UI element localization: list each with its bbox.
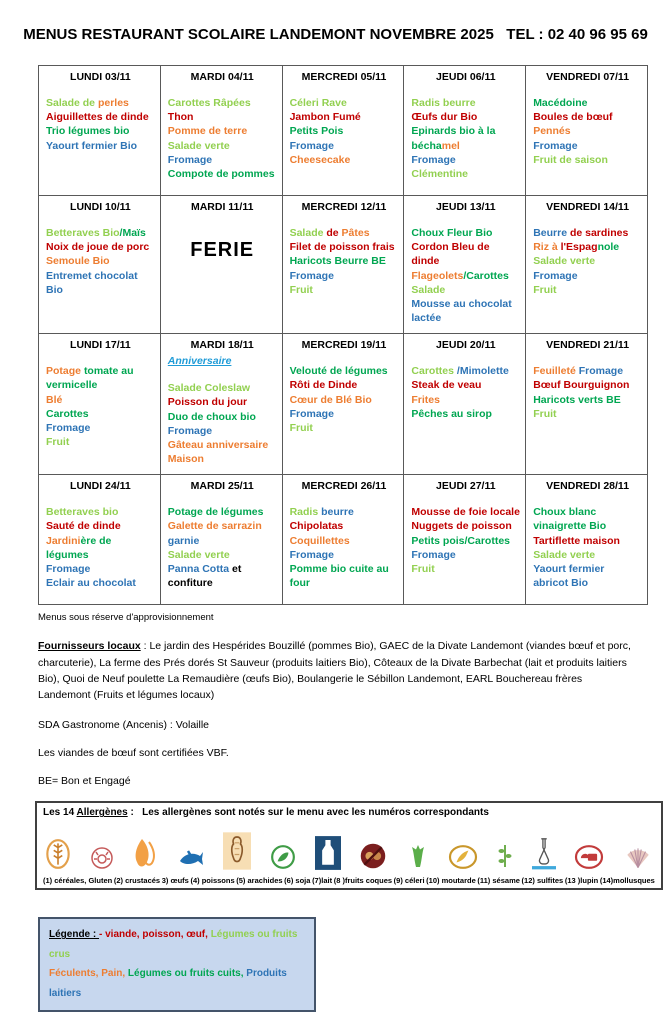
menu-cell — [404, 66, 526, 196]
menu-item-segment: beurre — [321, 506, 354, 519]
menu-item-segment: Carottes — [411, 365, 457, 378]
menu-item — [290, 110, 399, 124]
menu-item — [533, 254, 642, 268]
menu-item — [290, 393, 399, 407]
menu-item — [533, 562, 642, 590]
menu-item-segment: Petits Pois — [289, 125, 344, 138]
allergen-caption-item: (11) sésame — [477, 876, 520, 886]
allergen-caption-item: (12) sulfites — [521, 876, 564, 886]
menu-item-segment: /Carottes — [463, 269, 509, 282]
menu-item-segment: Trio légumes bio — [46, 125, 130, 138]
lupin-icon — [574, 844, 604, 870]
menu-item-segment: Œufs dur Bio — [411, 111, 478, 124]
menu-item-segment: Petits pois/Carottes — [411, 534, 510, 547]
legend-segment: - viande, poisson, œuf, — [99, 929, 208, 941]
menu-item-segment: ère de légumes — [46, 534, 112, 561]
menu-item — [290, 283, 399, 297]
menu-item — [46, 240, 155, 254]
menu-cell — [526, 66, 648, 196]
menu-item-segment: Radis — [289, 506, 322, 519]
menu-item-segment: Aiguillettes de dinde — [46, 111, 149, 124]
menu-item-segment: Pêches au sirop — [411, 407, 492, 420]
be-line: BE= Bon et Engagé — [38, 775, 131, 788]
menu-item — [533, 364, 642, 378]
cell-date: VENDREDI 28/11 — [546, 480, 630, 493]
allergens-box — [35, 801, 663, 890]
cell-date: LUNDI 17/11 — [70, 339, 131, 352]
menu-item — [411, 283, 520, 297]
menu-item — [46, 254, 155, 268]
cell-date: MARDI 25/11 — [190, 480, 254, 493]
menu-item — [46, 96, 155, 110]
menu-item — [168, 381, 277, 395]
menu-item — [290, 562, 399, 590]
menu-item — [46, 505, 155, 519]
peanuts-icon — [223, 832, 251, 870]
menu-item-segment: Fromage — [411, 153, 456, 166]
menu-cell — [282, 66, 404, 196]
menu-item-segment: de — [326, 227, 342, 239]
menu-item — [533, 96, 642, 110]
menu-item-segment: Yaourt fermier Bio — [46, 139, 138, 152]
menu-item-segment: Salade verte — [167, 548, 230, 561]
menu-item-segment: Salade verte — [533, 255, 596, 268]
menu-item-segment: Pennés — [533, 125, 571, 138]
menu-item — [168, 153, 277, 167]
menu-item-segment: Fromage — [533, 269, 578, 282]
allergen-caption-item: (2) crustacés — [113, 876, 161, 886]
menu-item-segment: tomate au vermicelle — [46, 365, 134, 392]
menu-item-segment: Flageolets — [411, 269, 464, 282]
menu-item — [411, 378, 520, 392]
menu-item-segment: Mousse au chocolat lactée — [411, 297, 512, 325]
menu-cell — [39, 334, 161, 475]
cell-date: MARDI 11/11 — [190, 201, 254, 213]
cell-date: VENDREDI 21/11 — [546, 339, 630, 352]
menu-item — [533, 378, 642, 392]
menu-item-segment: Salade de — [46, 97, 98, 109]
legend-line — [49, 925, 305, 964]
menu-item-segment: Steak de veau — [411, 379, 482, 392]
menu-item-segment: Fromage — [167, 153, 213, 166]
menu-item-segment: Coquillettes — [289, 534, 350, 547]
menu-item — [46, 421, 155, 435]
menu-item — [290, 254, 399, 268]
menu-item-segment: Cordon Bleu de dinde — [411, 241, 490, 268]
menu-item-segment: Boules de bœuf — [533, 111, 613, 124]
menu-item-segment: /Mimolette — [456, 365, 509, 378]
fish-icon — [177, 846, 205, 870]
menu-item-segment: garnie — [167, 534, 200, 547]
availability-note: Menus sous réserve d'approvisionnement — [38, 612, 214, 624]
allergens-header-prefix: Les 14 — [43, 807, 77, 819]
menu-item — [411, 297, 520, 325]
menu-item — [290, 269, 399, 283]
menu-item — [168, 124, 277, 138]
tree-nuts-icon — [359, 842, 387, 870]
legend-segment: Légumes ou fruits crus — [49, 929, 298, 960]
menu-item-segment: Fruit de saison — [533, 153, 608, 166]
menu-item — [168, 110, 277, 124]
menu-item-segment: Jardini — [46, 534, 81, 547]
menu-item — [46, 269, 155, 297]
allergens-header — [43, 807, 655, 818]
menu-item — [290, 124, 399, 138]
menu-cell — [404, 334, 526, 475]
cell-date: LUNDI 10/11 — [70, 201, 131, 213]
menu-item — [46, 124, 155, 138]
cereals-icon — [45, 838, 71, 870]
menu-item-segment: Fromage — [533, 139, 578, 152]
menu-item-segment: Pâtes — [341, 227, 370, 239]
menu-item-segment: Riz à — [533, 241, 561, 254]
sulfites-icon — [532, 836, 556, 870]
menu-item-segment: nole — [597, 241, 620, 254]
menu-item — [533, 505, 642, 533]
menu-item — [46, 407, 155, 421]
menu-item-segment: Fromage — [289, 269, 334, 282]
legend-segment: Légumes ou fruits cuits, — [125, 968, 244, 980]
menu-cell — [526, 334, 648, 475]
menu-item — [533, 226, 642, 240]
menu-item — [411, 393, 520, 407]
allergens-header-word: Allergènes — [76, 807, 128, 819]
allergen-caption-item: (6) soja — [284, 876, 311, 886]
sesame-icon — [497, 842, 513, 870]
menu-item — [290, 421, 399, 435]
menu-week-row — [39, 475, 648, 605]
menu-item-segment: Potage de légumes — [167, 506, 264, 519]
menu-item — [411, 534, 520, 548]
menu-item-segment: Yaourt fermier abricot Bio — [533, 562, 605, 590]
cell-date: MARDI 18/11 — [190, 339, 254, 352]
menu-item — [290, 240, 399, 254]
menu-item-segment: Epinards bio à la bécha — [411, 125, 496, 152]
cell-date: VENDREDI 07/11 — [546, 71, 630, 83]
menu-item-segment: et confiture — [167, 562, 242, 590]
menu-item — [533, 548, 642, 562]
menu-item-segment: Pomme bio cuite au four — [289, 562, 389, 590]
menu-week-row — [39, 66, 648, 196]
menu-item — [168, 562, 277, 590]
menu-cell — [404, 196, 526, 334]
legend-segment: Légende : — [49, 929, 100, 941]
page-title: MENUS RESTAURANT SCOLAIRE LANDEMONT NOVEMBRE 2025 TEL : 02 40 96 95 69 — [23, 26, 648, 43]
menu-item-segment: Chipolatas — [289, 520, 344, 533]
menu-cell — [160, 66, 282, 196]
menu-item-segment: Pomme de terre — [167, 125, 248, 138]
menu-item-segment: Tartiflette maison — [533, 534, 620, 547]
menu-item-segment: Gâteau anniversaire Maison — [167, 438, 269, 466]
allergen-caption-item: (10) moutarde — [426, 876, 476, 886]
menu-item — [290, 548, 399, 562]
menu-cell — [526, 196, 648, 334]
menu-item-segment: Betteraves bio — [46, 506, 119, 519]
menu-item-segment: Fruit — [533, 407, 557, 420]
menu-item — [533, 110, 642, 124]
menu-item — [168, 395, 277, 409]
menu-item-segment: Mousse de foie locale — [411, 506, 520, 519]
menu-item — [46, 576, 155, 590]
menu-item — [290, 378, 399, 392]
menu-item-segment: de sardines — [569, 227, 629, 239]
menu-item — [46, 519, 155, 533]
menu-item — [411, 153, 520, 167]
menu-item-segment: Choux blanc vinaigrette Bio — [533, 506, 607, 533]
menu-cell — [39, 66, 161, 196]
menu-item — [533, 124, 642, 138]
menu-item-segment: Entremet chocolat Bio — [46, 269, 138, 296]
menu-item — [290, 519, 399, 533]
menu-item-segment: perles — [97, 97, 129, 109]
vbf-line: Les viandes de bœuf sont certifiées VBF. — [38, 747, 229, 760]
menu-item-segment: Filet de poisson frais — [289, 241, 395, 254]
menu-item-segment: l'Espag — [560, 241, 598, 254]
allergen-caption-item: (1) céréales, Gluten — [43, 876, 113, 886]
menu-item — [168, 167, 277, 181]
menu-item-segment: Sauté de dinde — [46, 520, 121, 533]
menu-item — [290, 364, 399, 378]
menu-item — [168, 424, 277, 438]
legend-box — [38, 917, 316, 1012]
menu-item-segment: mel — [441, 139, 460, 152]
menu-item-segment: Blé — [46, 393, 63, 406]
sda-line: SDA Gastronome (Ancenis) : Volaille — [38, 719, 209, 732]
cell-date: LUNDI 03/11 — [70, 71, 131, 83]
crustaceans-icon — [90, 846, 114, 870]
cell-date: JEUDI 13/11 — [436, 201, 496, 213]
menu-item — [411, 407, 520, 421]
menu-item-segment: Cœur de Blé Bio — [289, 393, 372, 406]
menu-cell — [39, 196, 161, 334]
menu-item — [533, 393, 642, 407]
menu-item-segment: Fromage — [289, 407, 334, 420]
menu-item — [290, 153, 399, 167]
menu-item — [411, 519, 520, 533]
menu-item-segment: Duo de choux bio — [167, 410, 256, 423]
menu-item — [168, 96, 277, 110]
menu-item — [290, 534, 399, 548]
menu-item-segment: Salade — [411, 283, 446, 296]
holiday-label: FERIE — [190, 239, 255, 261]
menu-item — [168, 548, 277, 562]
menu-item-segment: Beurre — [533, 227, 570, 239]
menu-item — [46, 139, 155, 153]
menu-item-segment: Salade verte — [167, 139, 230, 152]
allergen-caption-item: (7)lait — [312, 876, 333, 886]
menu-week-row — [39, 334, 648, 475]
legend-segment: Produits laitiers — [49, 968, 287, 999]
menu-item — [168, 438, 277, 466]
allergens-header-rest: : Les allergènes sont notés sur le menu avec les numéros correspondants — [127, 807, 489, 819]
menu-week-row — [39, 196, 648, 334]
menu-cell — [160, 334, 282, 475]
menu-item — [290, 226, 399, 240]
menu-item-segment: Feuilleté — [533, 365, 579, 378]
suppliers-paragraph — [38, 638, 636, 703]
menu-item — [46, 393, 155, 407]
allergen-caption-item: (5) arachides — [236, 876, 283, 886]
menu-item-segment: Poisson du jour — [167, 396, 248, 409]
menu-item-segment: Radis beurre — [411, 97, 476, 109]
suppliers-text: : Le jardin des Hespérides Bouzillé (pommes Bio), GAEC de la Divate Landemont (viandes bœuf et porc, charcuterie), La ferme des Prés dorés St Sauveur (produits laitiers Bio), Côteaux de la Divate Barbechat (lait et produits laitiers Bio), Quoi de Neuf poulette La Remaudière (œufs Bio), Boulangerie le Sébillon Landemont, EARL Bouchereau frères Landemont (Fruits et légumes locaux) — [38, 640, 631, 702]
menu-cell — [526, 475, 648, 605]
menu-item-segment: Fruit — [46, 436, 70, 449]
menu-cell — [160, 196, 282, 334]
cell-date: MERCREDI 05/11 — [301, 71, 387, 83]
menu-item-segment: Fromage — [289, 139, 334, 152]
menu-item — [411, 124, 520, 152]
menu-item — [411, 269, 520, 283]
allergen-caption — [43, 876, 655, 885]
menu-cell — [282, 475, 404, 605]
menu-item — [533, 153, 642, 167]
menu-item — [411, 364, 520, 378]
menu-item — [46, 534, 155, 562]
cell-date: JEUDI 20/11 — [436, 339, 496, 352]
cell-date: VENDREDI 14/11 — [546, 201, 630, 213]
menu-item — [533, 240, 642, 254]
menu-item-segment: Galette de sarrazin — [167, 520, 262, 533]
menu-item — [411, 96, 520, 110]
celery-icon — [406, 842, 430, 870]
menu-item-segment: Jambon Fumé — [289, 111, 361, 124]
menu-item — [533, 534, 642, 548]
molluscs-icon — [623, 844, 653, 870]
legend-line — [49, 964, 305, 1003]
menu-item — [290, 505, 399, 519]
menu-item-segment: Cheesecake — [289, 153, 351, 166]
menu-item-segment: Fruit — [289, 421, 313, 434]
mustard-icon — [448, 844, 478, 870]
menu-item-segment: Clémentine — [411, 167, 468, 180]
menu-cell — [39, 475, 161, 605]
menu-table-body — [39, 66, 648, 605]
menu-item — [290, 407, 399, 421]
menu-item-segment: Fromage — [46, 562, 91, 575]
menu-item-segment: Choux Fleur Bio — [411, 227, 493, 239]
menu-item — [290, 96, 399, 110]
menu-item-segment: Panna Cotta — [167, 562, 232, 575]
menu-item — [46, 110, 155, 124]
menu-item-segment: Fromage — [578, 365, 624, 378]
cell-date: MERCREDI 12/11 — [301, 201, 387, 213]
menu-item-segment: Betteraves Bio — [46, 227, 120, 239]
menu-item-segment: Bœuf Bourguignon — [533, 379, 630, 392]
menu-item — [533, 407, 642, 421]
menu-item-segment: Macédoine — [533, 97, 588, 109]
menu-item-segment: Thon — [167, 111, 194, 124]
menu-item-segment: Nuggets de poisson — [411, 520, 512, 533]
allergen-caption-item: (4) poissons — [190, 876, 235, 886]
allergen-icons-row — [43, 818, 655, 874]
suppliers-label: Fournisseurs locaux — [38, 640, 141, 653]
menu-item-segment: Carottes — [46, 407, 89, 420]
allergen-caption-item: (13 )lupin — [564, 876, 599, 886]
menu-item-segment: Salade Coleslaw — [167, 382, 251, 395]
menu-cell — [160, 475, 282, 605]
cell-date: JEUDI 27/11 — [436, 480, 496, 493]
legend-segment: Féculents, Pain, — [49, 968, 126, 980]
menu-item — [168, 410, 277, 424]
menu-item-segment: Eclair au chocolat — [46, 577, 136, 590]
menu-item-segment: Céleri Rave — [289, 97, 347, 109]
menu-item-segment: /Maïs — [119, 227, 146, 239]
menu-item-segment: Fromage — [411, 548, 456, 561]
menu-item-segment: Compote de pommes — [167, 167, 275, 180]
menu-item-segment: Fruit — [533, 283, 557, 296]
menu-item-segment: Fromage — [167, 424, 213, 437]
anniversary-note: Anniversaire — [167, 355, 232, 368]
menu-item — [533, 269, 642, 283]
allergen-caption-item: (14)mollusques — [599, 876, 655, 886]
cell-date: LUNDI 24/11 — [70, 480, 131, 493]
menu-item-segment: Fromage — [46, 421, 91, 434]
menu-item — [46, 435, 155, 449]
cell-date: JEUDI 06/11 — [436, 71, 496, 83]
menu-item — [533, 139, 642, 153]
menu-item — [533, 283, 642, 297]
menu-item — [168, 519, 277, 547]
menu-table — [38, 65, 648, 605]
menu-item-segment: Velouté de légumes — [289, 365, 388, 378]
menu-item — [411, 548, 520, 562]
menu-item-segment: Salade — [289, 227, 327, 239]
menu-item-segment: Potage — [46, 365, 84, 378]
cell-date: MARDI 04/11 — [190, 71, 254, 83]
menu-item-segment: Haricots verts BE — [533, 393, 621, 406]
menu-item — [411, 167, 520, 181]
menu-item-segment: Noix de joue de porc — [46, 241, 150, 254]
menu-item-segment: Haricots Beurre BE — [289, 255, 386, 268]
cell-date: MERCREDI 19/11 — [301, 339, 387, 352]
menu-item-segment: Carottes Râpées — [167, 97, 251, 109]
menu-item-segment: Fruit — [411, 562, 435, 575]
menu-item — [411, 505, 520, 519]
eggs-icon — [132, 836, 158, 870]
allergen-caption-item: (8 )fruits coques — [333, 876, 393, 886]
menu-item — [411, 562, 520, 576]
menu-item — [168, 139, 277, 153]
menu-item-segment: Semoule Bio — [46, 255, 110, 268]
menu-item-segment: Fromage — [289, 548, 334, 561]
allergen-caption-item: 3) œufs — [161, 876, 189, 886]
menu-item — [411, 240, 520, 268]
cell-date: MERCREDI 26/11 — [301, 480, 387, 493]
menu-item — [46, 562, 155, 576]
soy-icon — [270, 844, 296, 870]
menu-item — [411, 110, 520, 124]
menu-item — [46, 364, 155, 392]
menu-item — [290, 139, 399, 153]
menu-cell — [282, 334, 404, 475]
menu-cell — [404, 475, 526, 605]
menu-item-segment: Salade verte — [533, 548, 596, 561]
menu-item — [46, 226, 155, 240]
menu-cell — [282, 196, 404, 334]
menu-item-segment: Frites — [411, 393, 440, 406]
menu-item-segment: Rôti de Dinde — [289, 379, 358, 392]
milk-icon — [315, 836, 341, 870]
menu-item-segment: Fruit — [289, 283, 313, 296]
menu-item — [411, 226, 520, 240]
allergen-caption-item: (9) céleri — [393, 876, 425, 886]
menu-item — [168, 505, 277, 519]
